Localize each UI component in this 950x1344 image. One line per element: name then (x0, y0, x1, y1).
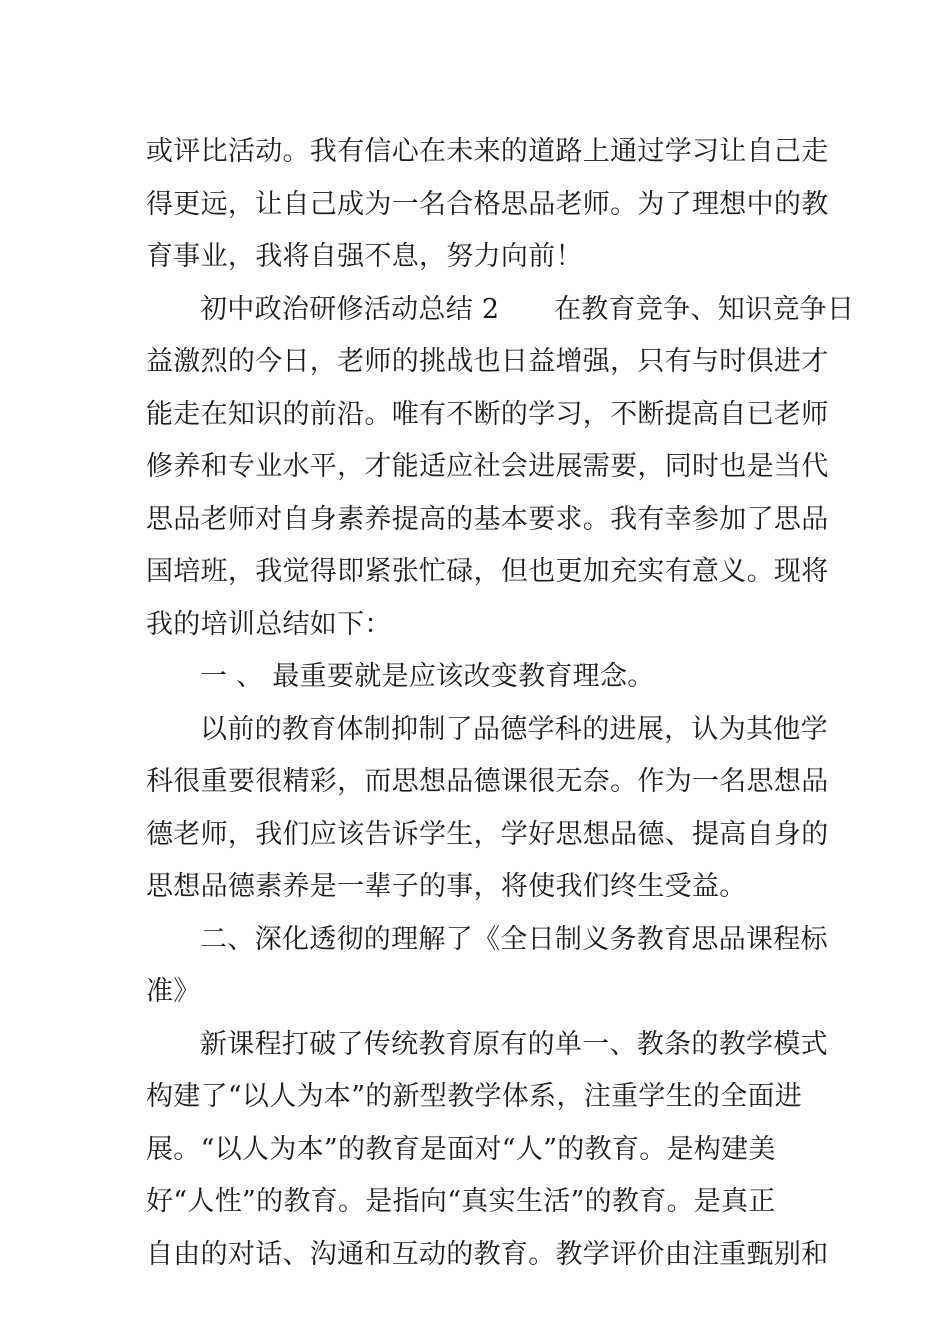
section-heading-line: 初中政治研修活动总结 2 在教育竞争、知识竞争日 (200, 293, 855, 325)
text-line: 益激烈的今日，老师的挑战也日益增强，只有与时俱进才 (146, 346, 829, 377)
text-line: 思品老师对自身素养提高的基本要求。我有幸参加了思品 (146, 503, 829, 535)
text-line: 自由的对话、沟通和互动的教育。教学评价由注重甄别和 (146, 1238, 829, 1270)
text-line: 科很重要很精彩，而思想品德课很无奈。作为一名思想品 (146, 766, 829, 797)
text-line: 以前的教育体制抑制了品德学科的进展，认为其他学 (200, 713, 828, 745)
text-line: 新课程打破了传统教育原有的单一、教条的教学模式 (200, 1028, 828, 1060)
text-line: 国培班，我觉得即紧张忙碌，但也更加充实有意义。现将 (146, 556, 829, 587)
text-line: 能走在知识的前沿。唯有不断的学习，不断提高自已老师 (146, 398, 829, 430)
text-line: 展。“以人为本”的教育是面对“人”的教育。是构建美 (146, 1133, 776, 1165)
subheading-line: 一 、 最重要就是应该改变教育理念。 (200, 661, 655, 692)
text-line: 得更远，让自己成为一名合格思品老师。为了理想中的教 (146, 188, 829, 220)
subheading-line: 二、深化透彻的理解了《全日制义务教育思品课程标 (200, 923, 828, 955)
text-line: 思想品德素养是一辈子的事，将使我们终生受益。 (146, 871, 747, 902)
text-line: 或评比活动。我有信心在未来的道路上通过学习让自己走 (146, 136, 829, 167)
text-line: 准》 (146, 976, 201, 1007)
text-line: 修养和专业水平，才能适应社会进展需要，同时也是当代 (146, 451, 829, 482)
text-line: 育事业，我将自强不息，努力向前！ (146, 241, 583, 272)
document-body (146, 126, 855, 1281)
text-line: 构建了“以人为本”的新型教学体系，注重学生的全面进 (146, 1081, 803, 1112)
text-line: 我的培训总结如下： (146, 608, 392, 640)
text-line: 德老师，我们应该告诉学生，学好思想品德、提高自身的 (146, 818, 829, 850)
text-line: 好“人性”的教育。是指向“真实生活”的教育。是真正 (146, 1186, 776, 1217)
